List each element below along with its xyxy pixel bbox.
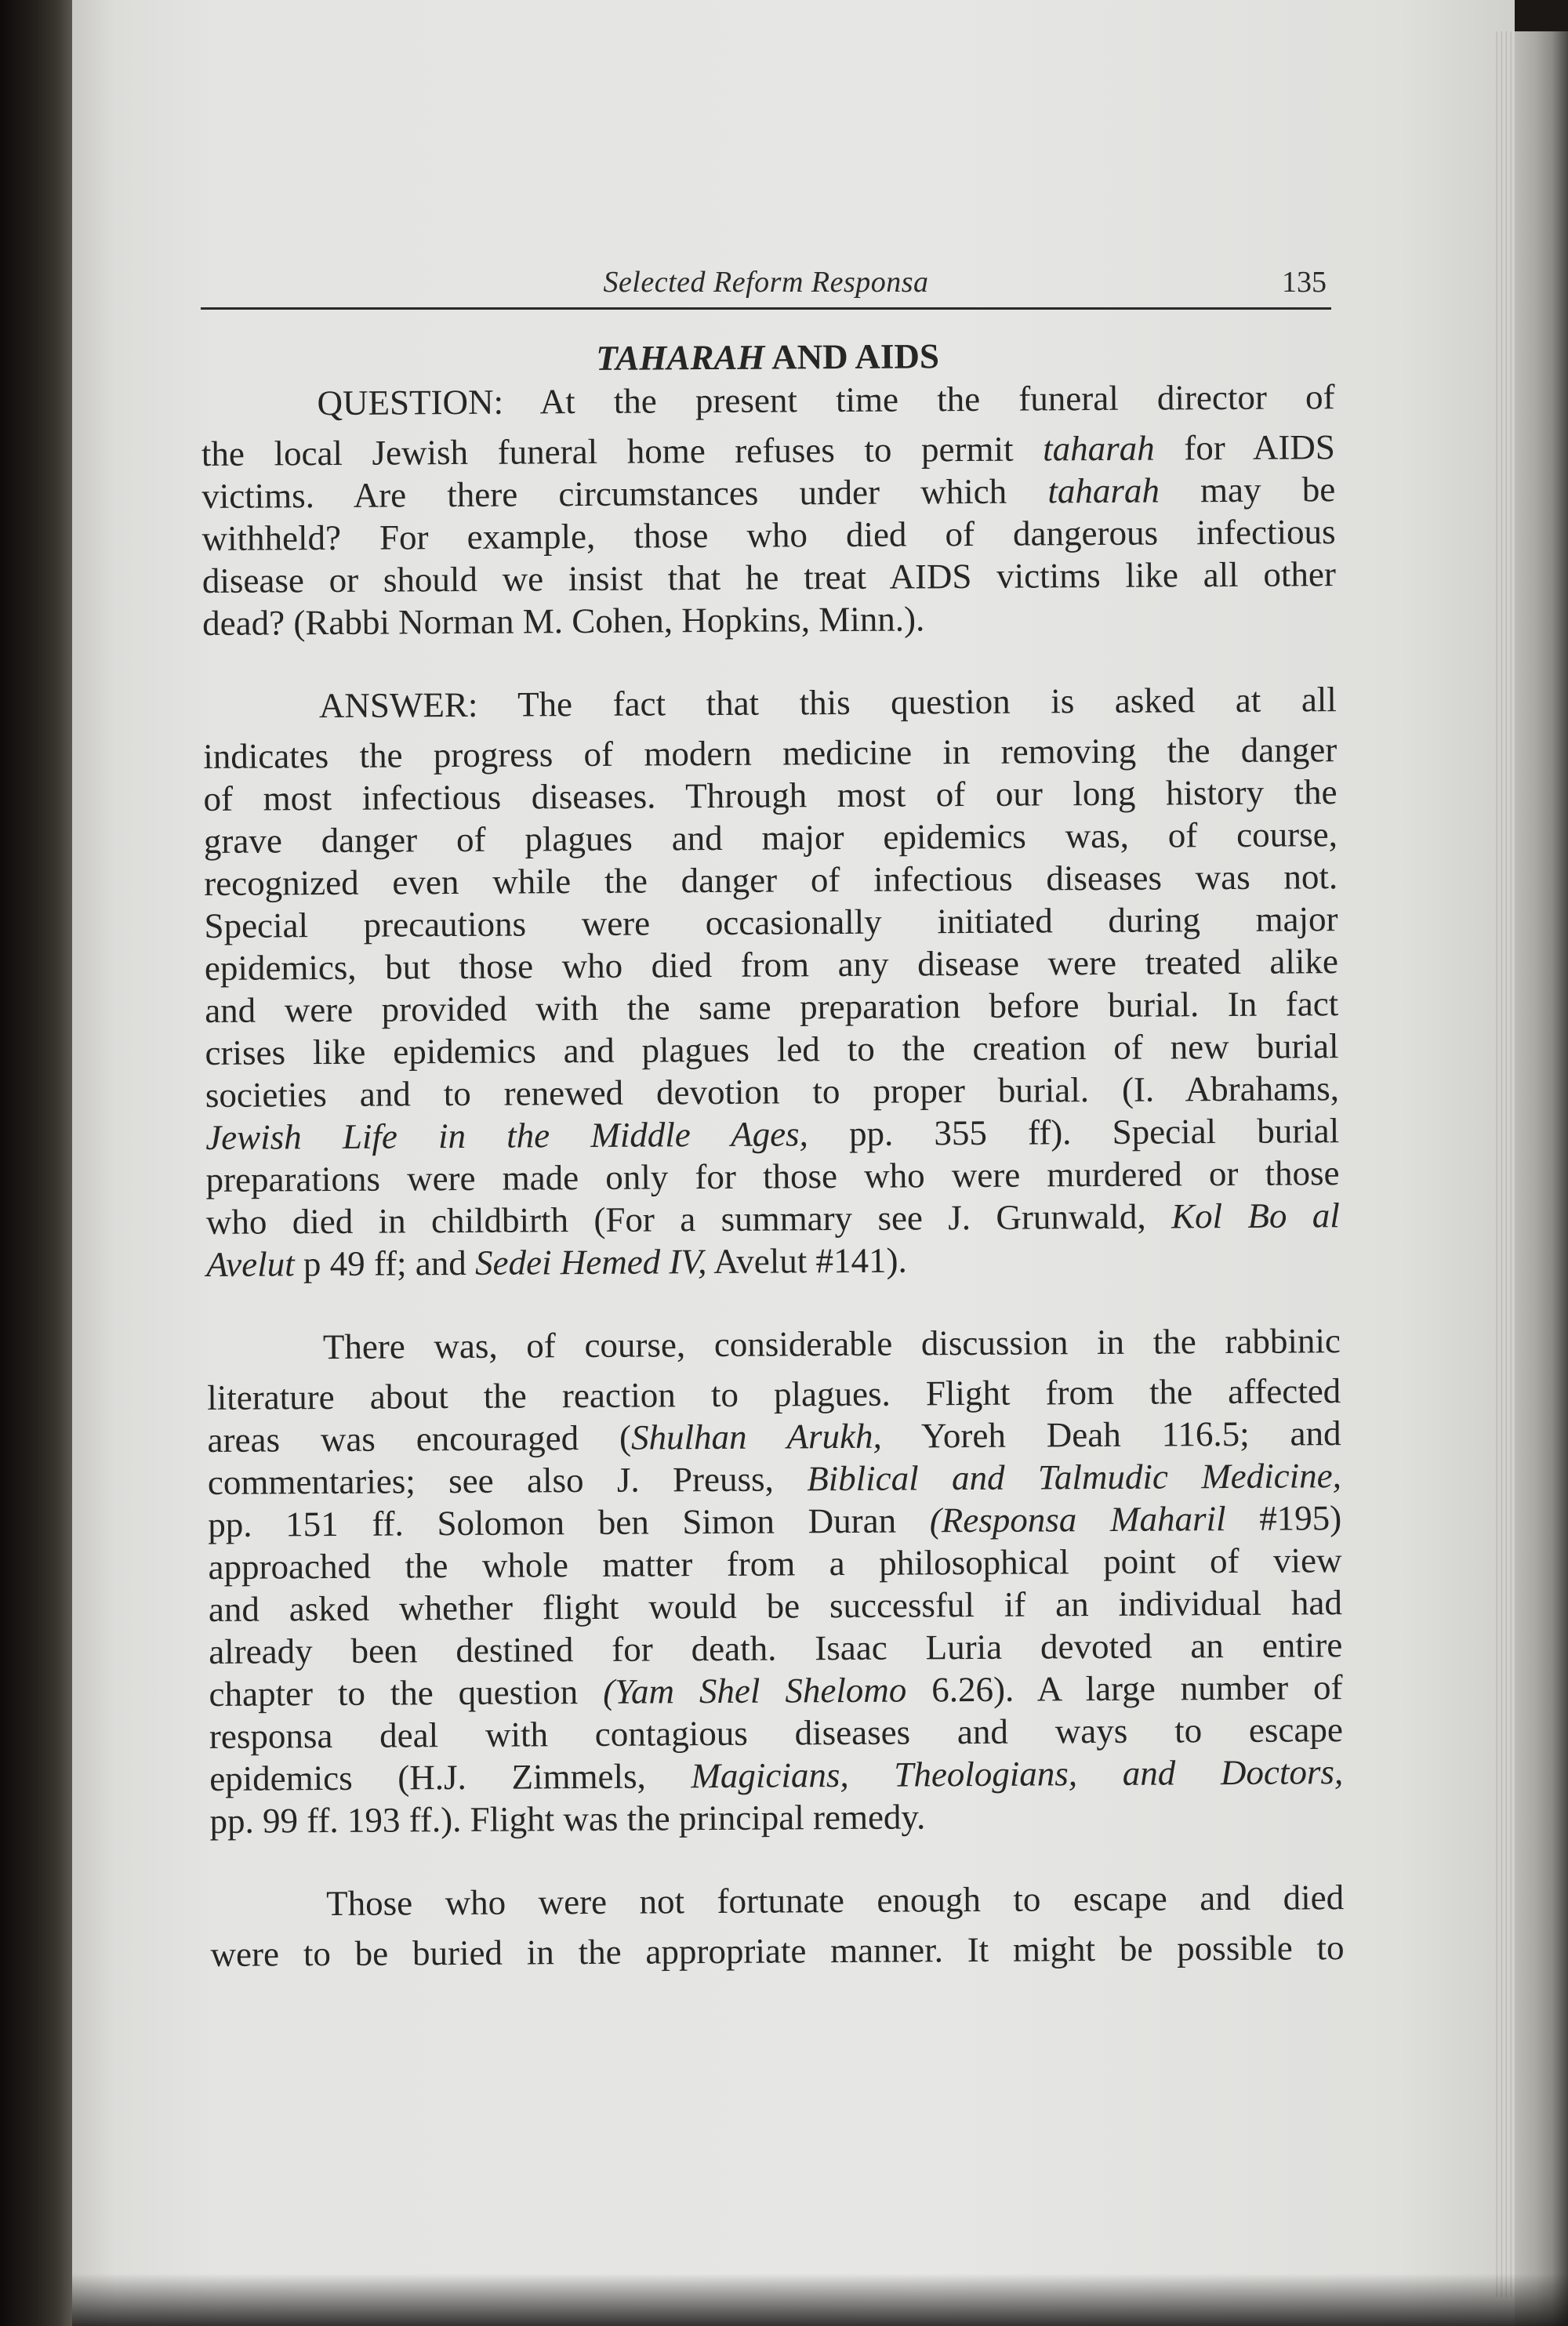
answer-line: recognized even while the danger of infectious diseases was not. [204, 857, 1338, 903]
answer-line: societies and to renewed devotion to proper burial. (I. Abrahams, [205, 1069, 1340, 1115]
answer-paragraph [203, 678, 1341, 1286]
discussion-line: pp. 151 ff. Solomon ben Simon Duran (Responsa Maharil #195) [208, 1498, 1342, 1544]
question-paragraph [201, 376, 1336, 644]
discussion-line: pp. 99 ff. 193 ff.). Flight was the principal remedy. [209, 1797, 926, 1841]
discussion-line: literature about the reaction to plagues. Flight from the affected [207, 1371, 1341, 1417]
discussion-line: commentaries; see also J. Preuss, Biblical and Talmudic Medicine, [207, 1456, 1342, 1502]
answer-line: Jewish Life in the Middle Ages, pp. 355 ff). Special burial [205, 1111, 1340, 1157]
running-head: Selected Reform Responsa [603, 266, 929, 299]
closing-paragraph [210, 1876, 1345, 1976]
answer-line: preparations were made only for those who were murdered or those [205, 1153, 1340, 1199]
discussion-line: areas was encouraged (Shulhan Arukh, Yoreh Deah 116.5; and [207, 1413, 1341, 1460]
page-number: 135 [1282, 266, 1327, 299]
page-header [201, 262, 1331, 310]
discussion-lead: There was, of course, considerable discussion in the rabbinic [322, 1321, 1341, 1367]
answer-line: epidemics, but those who died from any disease were treated alike [204, 942, 1339, 988]
answer-line: grave danger of plagues and major epidemics was, of course, [203, 815, 1338, 861]
book-spine [0, 0, 72, 2326]
question-lead: QUESTION: At the present time the funeral director of [317, 377, 1335, 423]
discussion-line: responsa deal with contagious diseases and ways to escape [209, 1710, 1344, 1756]
answer-line: crises like epidemics and plagues led to the creation of new burial [205, 1026, 1339, 1072]
answer-lead: ANSWER: The fact that this question is asked at all [318, 680, 1337, 726]
answer-line: who died in childbirth (For a summary see J. Grunwald, Kol Bo al [205, 1196, 1341, 1242]
question-line: victims. Are there circumstances under which taharah may be [201, 470, 1336, 516]
question-line: the local Jewish funeral home refuses to permit taharah for AIDS [201, 427, 1336, 474]
discussion-paragraph [207, 1319, 1344, 1842]
question-line: disease or should we insist that he treat AIDS victims like all other [201, 554, 1337, 601]
discussion-line: already been destined for death. Isaac Luria devoted an entire [209, 1625, 1343, 1671]
answer-line: Avelut p 49 ff; and Sedei Hemed IV, Avelut #141). [206, 1240, 907, 1284]
bottom-shadow [72, 2273, 1568, 2326]
discussion-line: chapter to the question (Yam Shel Shelomo 6.26). A large number of [209, 1667, 1343, 1714]
closing-lead: Those who were not fortunate enough to escape and died [326, 1878, 1345, 1924]
question-line: dead? (Rabbi Norman M. Cohen, Hopkins, Minn.). [202, 599, 925, 643]
page-body [201, 332, 1345, 1976]
book-outer-edge [1515, 31, 1568, 2326]
answer-line: of most infectious diseases. Through most of our long history the [203, 772, 1338, 818]
article-title-italic: TAHARAH [596, 337, 765, 378]
answer-line: indicates the progress of modern medicine in removing the danger [203, 730, 1338, 776]
answer-line: and were provided with the same preparation before burial. In fact [205, 984, 1339, 1030]
closing-line: were to be buried in the appropriate manner. It might be possible to [210, 1928, 1345, 1974]
discussion-line: approached the whole matter from a philosophical point of view [208, 1540, 1342, 1587]
question-line: withheld? For example, those who died of dangerous infectious [201, 512, 1336, 558]
discussion-line: epidemics (H.J. Zimmels, Magicians, Theologians, and Doctors, [209, 1752, 1344, 1798]
article-title-rest: AND AIDS [764, 336, 940, 377]
article-title [201, 332, 1334, 383]
discussion-line: and asked whether flight would be successful if an individual had [208, 1583, 1343, 1629]
answer-line: Special precautions were occasionally initiated during major [204, 899, 1338, 945]
